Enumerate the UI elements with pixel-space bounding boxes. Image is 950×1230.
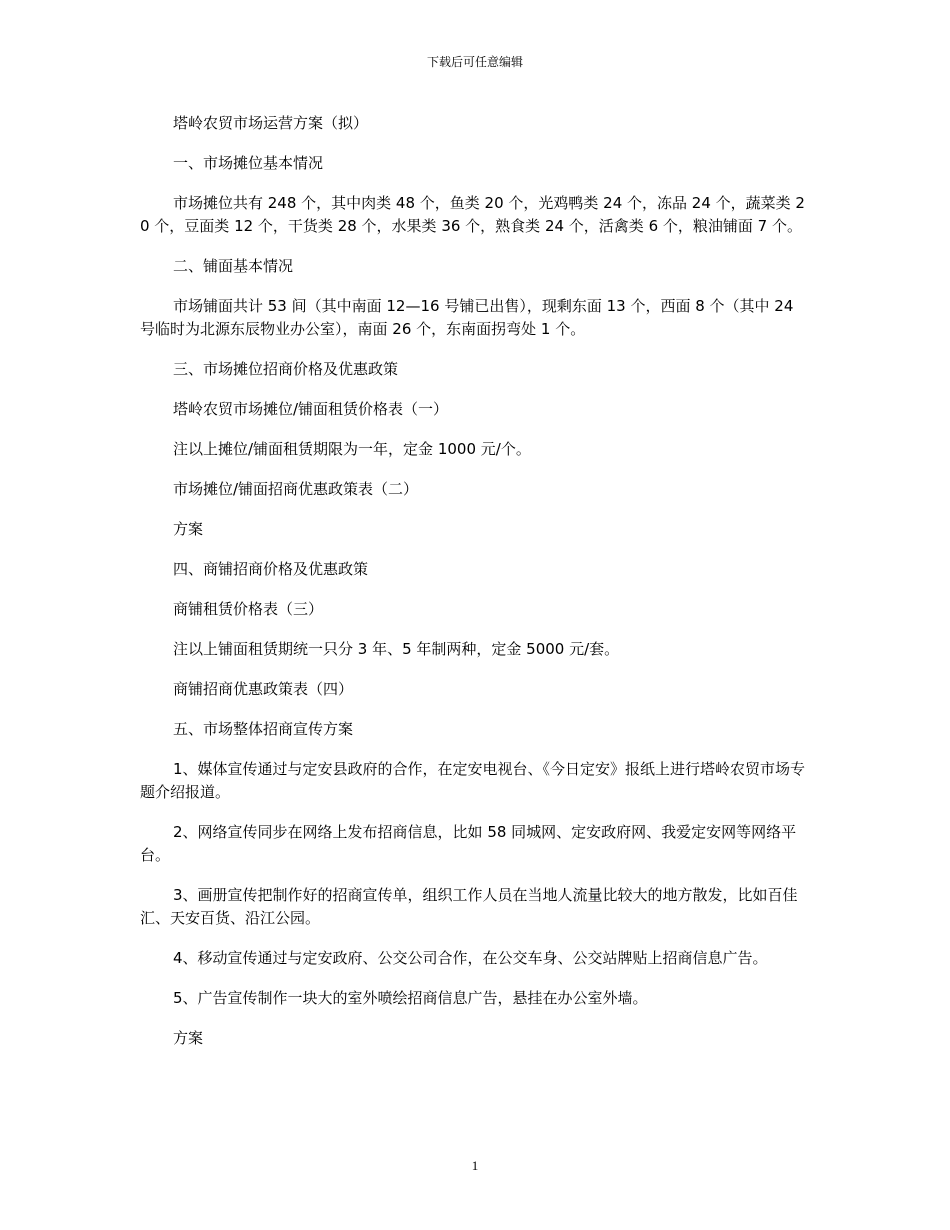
section-heading-1: 一、市场摊位基本情况 [173, 154, 324, 172]
note-deposit-stall: 注以上摊位/铺面租赁期限为一年，定金 1000 元/个。 [173, 440, 531, 458]
plan-label-1: 方案 [173, 520, 204, 538]
section-heading-2: 二、铺面基本情况 [173, 257, 294, 275]
table-caption-4: 商铺招商优惠政策表（四） [173, 680, 354, 698]
document-title: 塔岭农贸市场运营方案（拟） [173, 114, 369, 132]
table-caption-1: 塔岭农贸市场摊位/铺面租赁价格表（一） [173, 400, 449, 418]
header-note: 下载后可任意编辑 [426, 55, 523, 69]
note-deposit-shop: 注以上铺面租赁期统一只分 3 年、5 年制两种，定金 5000 元/套。 [173, 640, 620, 658]
table-caption-3: 商铺租赁价格表（三） [173, 600, 324, 618]
promo-item-billboard: 5、广告宣传制作一块大的室外喷绘招商信息广告，悬挂在办公室外墙。 [173, 989, 648, 1007]
promo-item-media: 1、媒体宣传通过与定安县政府的合作，在定安电视台、《今日定安》报纸上进行塔岭农贸市场专题介绍报道。 [140, 760, 806, 801]
page-number: 1 [471, 1158, 479, 1173]
section-heading-3: 三、市场摊位招商价格及优惠政策 [173, 360, 399, 378]
table-caption-2: 市场摊位/铺面招商优惠政策表（二） [173, 480, 419, 498]
promo-item-online: 2、网络宣传同步在网络上发布招商信息，比如 58 同城网、定安政府网、我爱定安网等网络平台。 [140, 823, 797, 864]
document-body [140, 112, 810, 1067]
plan-label-2: 方案 [173, 1029, 204, 1047]
section-heading-4: 四、商铺招商价格及优惠政策 [173, 560, 369, 578]
paragraph-shop-overview: 市场铺面共计 53 间（其中南面 12—16 号铺已出售），现剩东面 13 个，西面 8 个（其中 24 号临时为北源东辰物业办公室），南面 26 个，东南面拐弯处 1 个。 [140, 297, 794, 338]
promo-item-mobile: 4、移动宣传通过与定安政府、公交公司合作，在公交车身、公交站牌贴上招商信息广告。 [173, 949, 768, 967]
section-heading-5: 五、市场整体招商宣传方案 [173, 720, 354, 738]
promo-item-brochure: 3、画册宣传把制作好的招商宣传单，组织工作人员在当地人流量比较大的地方散发，比如百佳汇、天安百货、沿江公园。 [140, 886, 798, 927]
paragraph-stall-overview: 市场摊位共有 248 个，其中肉类 48 个，鱼类 20 个，光鸡鸭类 24 个，冻品 24 个，蔬菜类 20 个，豆面类 12 个，干货类 28 个，水果类 36 个，熟食类 24 个，活禽类 6 个，粮油铺面 7 个。 [140, 194, 805, 235]
